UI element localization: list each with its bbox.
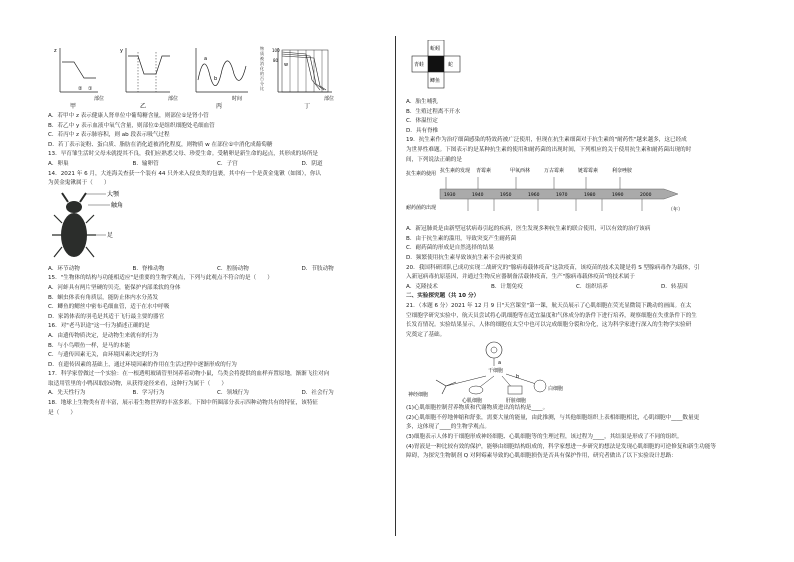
q13-option: A．卵巢	[48, 160, 69, 167]
quad-left: 青蛙	[414, 62, 425, 68]
graph-ding-tick-80: 80	[273, 58, 279, 63]
q14-option: C．腔肠动物	[217, 265, 249, 272]
q14-stem: 14．2021 年 6 月，大连海关查获一个装有 44 只外来入侵虫类的包裹，其中有一个是黄金鬼锹（如图），你认	[48, 170, 322, 177]
graph-bing-x: 时间	[232, 96, 243, 102]
graph-ding-caption: 丁	[304, 103, 311, 110]
q18-stem: 18．地球上生物类有青丰富，展示着生物世界的丰富多彩。下图中所圈部分表示四种动物共有的特征，该特征	[48, 400, 319, 407]
q18-option: B．生殖过程离不开水	[406, 108, 461, 115]
graph-ding-x: 部位	[324, 96, 335, 102]
q19-stem: 19．抗生素作为治疗细菌感染的特效药被广泛使用，但现在抗生素细菌对于抗生素的"耐药性"越来越多，这已经成	[406, 137, 687, 144]
q15-stem: 15．"生物体的结构与功能相适应"是重要的生物学观点，下列与此观点不符合的是（ ）	[48, 275, 273, 282]
q17-option: C．领域行为	[217, 390, 249, 397]
q13-option: C．子宫	[217, 160, 238, 167]
timeline-label-discover: 抗生素的发现	[440, 168, 471, 175]
timeline-year: 1970	[556, 193, 568, 199]
q21-line: 21．（本题 6 分）2021 年 12 月 9 日"天宫课堂"第一课，航天员展示了心肌细胞在荧光显微镜下跳动的画面。在太	[406, 302, 692, 309]
cell-diagram-figure	[406, 340, 746, 404]
q16-option: C．与遗传因素无关，由环境因素决定的行为	[48, 352, 159, 359]
right-column	[406, 40, 746, 462]
column-separator	[395, 36, 396, 536]
graph-ding-y: 物质被消化的百分比	[260, 46, 264, 91]
q12-option-d: D．若丁表示淀粉、蛋白质、脂肪在消化道被消化程度，则物质 w 在部位①中消化成葡萄糖	[48, 141, 273, 148]
timeline-label-drug2: 甲氧西林	[510, 168, 531, 175]
q15-option: B．蛔虫体表有角质层，能防止体内水分蒸发	[48, 294, 159, 301]
beetle-figure	[48, 189, 386, 265]
left-column	[48, 40, 386, 418]
graph-yi	[120, 48, 178, 110]
timeline-year: 1940	[472, 193, 484, 199]
q20-option: D．转基因	[661, 283, 688, 290]
cell-node-neuron: 神经细胞	[408, 392, 429, 399]
graph-bing-caption: 丙	[216, 103, 223, 110]
q12-option-a: A．若甲中 z 表示健康人肾单位中葡萄糖含量，则部位①是肾小管	[48, 113, 209, 119]
q14-option: B．脊椎动物	[132, 265, 165, 272]
q20-options	[406, 283, 746, 293]
timeline-year: 2000	[640, 193, 652, 199]
q19-option: A．新冠肺炎是由新型冠状病毒引起的疾病，医生发现多种抗生素的联合使用，可以有效的治疗该病	[406, 226, 651, 233]
q20-option: C．组织培养	[576, 283, 608, 290]
quad-diagram	[406, 40, 526, 98]
q16-option: B．与小鸟喂鱼一样，是马的本能	[48, 342, 131, 349]
q14-options	[48, 265, 386, 275]
quad-right: 蛇	[448, 62, 454, 68]
timeline-label-drug1: 青霉素	[476, 168, 492, 175]
q21-line: 空细胞学研究实验中，航天员尝试将心肌细胞等在适宜温度和气体成分的条件下进行培养，观察细胞在失重条件下的生	[406, 312, 697, 319]
q13-option: B．输卵管	[132, 160, 159, 167]
cell-node-wbc: 白细胞	[548, 386, 564, 393]
timeline-label-resistant: 耐药菌的出现	[406, 205, 437, 212]
graph-yi-caption: 乙	[140, 103, 147, 110]
q12-option-b: B．若乙中 y 表示血液中氧气含量，则部位②是组织细胞处毛细血管	[48, 122, 215, 129]
q20-option: A．克隆技术	[406, 283, 438, 290]
quad-figure	[406, 40, 746, 98]
q19-stem-2: 为世界性难题。下图表示的是某种抗生素的使用和耐药菌的出现时间，下列相应的关于使用抗生素和耐药菌出现的时	[406, 146, 692, 153]
timeline-year: 1960	[528, 193, 540, 199]
beetle-label-leg: 足	[107, 231, 114, 239]
q17-option: A．先天性行为	[48, 390, 86, 397]
cell-node-heart: 心肌细胞	[462, 398, 483, 405]
timeline-unit: （年）	[668, 207, 684, 214]
graph-bing	[196, 48, 248, 110]
timeline-diagram	[406, 165, 706, 225]
q19-option: B．由于抗生素的滥用，导致突变产生耐药菌	[406, 235, 517, 242]
beetle-image	[48, 189, 168, 265]
q18-option: C．体温恒定	[406, 118, 438, 125]
q17-stem-2: 取适用管里的小鸭因取胶动物，从获得途径来看，这种行为属于（ ）	[48, 380, 228, 387]
q18-option: A．胎生哺乳	[406, 99, 438, 105]
q21-sub: (2)心肌细胞不停地伸缩和舒张，需要大量的能量，由此推测，与其他细胞组织上表相细胞相比，心肌细胞中____数量更	[406, 414, 700, 421]
graphs-row	[48, 40, 386, 112]
q21-sub: 障碍，为探究生物制剂 Q 对阿霉素导致的心肌细胞损伤是否具有保护作用，研究者做出了以下实验设计思路：	[406, 453, 677, 460]
timeline-label-drug5: 利奈唑胺	[612, 168, 633, 175]
q19-option: D．频繁使用抗生素导致该抗生素不会再被变质	[406, 254, 523, 261]
q19-stem-3: 间，下列说法正确的是	[406, 156, 462, 163]
q21-sub: (4)胃液是一种比较有效的保护，能够由细胞结构组成的，科学家想进一步研究的想法是发现心肌细胞的可逆修复和新生功能等	[406, 443, 716, 450]
q12-option-c: C．若丙中 z 表示肺容积，则 ab 段表示吸气过程	[48, 132, 170, 139]
q13-options	[48, 160, 386, 170]
q17-stem: 17．科学家曾做过一个实验：在一根透明玻璃管里饲养着动物小鼠，鸟类会将提供的血样弃置原地，渐渐飞往对向	[48, 371, 330, 378]
graph-yi-x: 部位	[168, 96, 179, 102]
section-heading: 二、实验探究题（共 10 分）	[406, 293, 480, 300]
timeline-label-drug4: 链霉霉素	[578, 168, 599, 175]
quad-bottom: 鲫鱼	[430, 78, 441, 84]
graph-bing-mark-b: b	[214, 76, 218, 82]
q16-option: A．由遗传物质决定，是动物生来就有的行为	[48, 332, 159, 339]
cell-process-a: a	[498, 360, 502, 367]
timeline-label-use: 抗生素的使用	[406, 171, 437, 178]
graph-jia-y: z	[54, 48, 57, 54]
beetle-label-antenna: 触角	[111, 201, 124, 209]
q15-option: C．鲫鱼的鳃丝中密布毛细血管，适于在水中呼吸	[48, 304, 170, 311]
cell-node-liver: 肝脏细胞	[506, 398, 527, 405]
q21-sub: 多，这体现了____的生物学观点。	[406, 424, 490, 431]
q20-stem-2: 入新冠病毒抗原基因，并通过生物反应器制备活载体疫苗，生产"腺病毒载体疫苗"的技术属于	[406, 274, 635, 281]
q21-line: 长发育情况。实验结果显示，人体的细胞在太空中也可以完成细胞分裂和分化，这为科学家进行深入的生物学实验研	[406, 322, 692, 329]
q14-option: A．环节动物	[48, 265, 80, 272]
q16-option: D．在遗传因素的基础上，通过环境因素的作用在生活过程中逐渐形成的行为	[48, 361, 237, 368]
graph-jia-x: 部位	[94, 96, 105, 102]
graph-ding-tick-100: 100	[272, 48, 280, 53]
q17-option: B．学习行为	[132, 390, 165, 397]
q20-stem: 20．我国科研团队已成功实现二战研究的"腺病毒载体疫苗"这款疫苗，该疫苗的技术关键是将 S 型腺病毒作为载体，引	[406, 264, 700, 271]
timeline-year: 1990	[612, 193, 624, 199]
graph-ding-mark-w: w	[284, 62, 289, 68]
q19-option: C．耐药菌的形成是自然选择的结果	[406, 245, 494, 252]
graph-ding	[260, 46, 334, 110]
q15-option: A．河蚌具有两片坚硬的贝壳，能保护内部柔软的身体	[48, 284, 181, 291]
graph-jia	[54, 48, 104, 110]
graph-jia-caption: 甲	[70, 103, 77, 110]
timeline-figure	[406, 165, 746, 225]
q21-line: 究奠定了基础。	[406, 331, 446, 338]
q13-option: D．阴道	[301, 160, 323, 167]
q21-sub: (3)细胞表示人体的干细胞形成神经细胞、心肌细胞等的生理过程，该过程为____，其结果是形成了不同的组织。	[406, 434, 683, 441]
graph-bing-mark-a: a	[204, 56, 208, 62]
q17-options	[48, 389, 386, 399]
q18-stem-2: 是（ ）	[48, 409, 76, 416]
q16-stem: 16．对"老马识途"这一行为描述正确的是	[48, 323, 150, 330]
graphs-figure	[48, 40, 348, 112]
timeline-year: 1950	[500, 193, 512, 199]
q18-option: D．具有脊椎	[406, 127, 439, 134]
timeline-year: 1930	[444, 193, 456, 199]
cell-diagram	[406, 340, 606, 404]
timeline-year: 1980	[584, 193, 596, 199]
cell-process-b: b	[516, 374, 520, 381]
q15-option: D．家鸽体表的羽毛是其适于飞行最主要的器官	[48, 313, 165, 320]
q14-option: D．节肢动物	[301, 265, 334, 272]
q13-stem: 13．早育雏生活时父母未就提其不良，我们应熟悉父母、珍爱生命。受精卵是新生命的起点，其形成的场所是	[48, 151, 319, 158]
q20-option: B．计划免疫	[491, 283, 523, 290]
graph-yi-y: y	[120, 48, 123, 54]
beetle-label-jaw: 大颚	[107, 190, 120, 198]
cell-center-label: 干细胞	[488, 368, 504, 375]
q21-sub: (1)心肌细胞控制营养物质和代谢物质进出的结构是____。	[406, 405, 549, 412]
q17-option: D．社会行为	[301, 390, 334, 397]
graph-jia-mark1: ①	[88, 86, 93, 92]
q14-stem-2: 为黄金鬼锹属于（ ）	[48, 180, 110, 187]
graph-jia-mark2: ②	[78, 86, 83, 92]
timeline-label-drug3: 万古霉素	[544, 168, 565, 175]
quad-top: 蚯蚓	[430, 46, 441, 52]
